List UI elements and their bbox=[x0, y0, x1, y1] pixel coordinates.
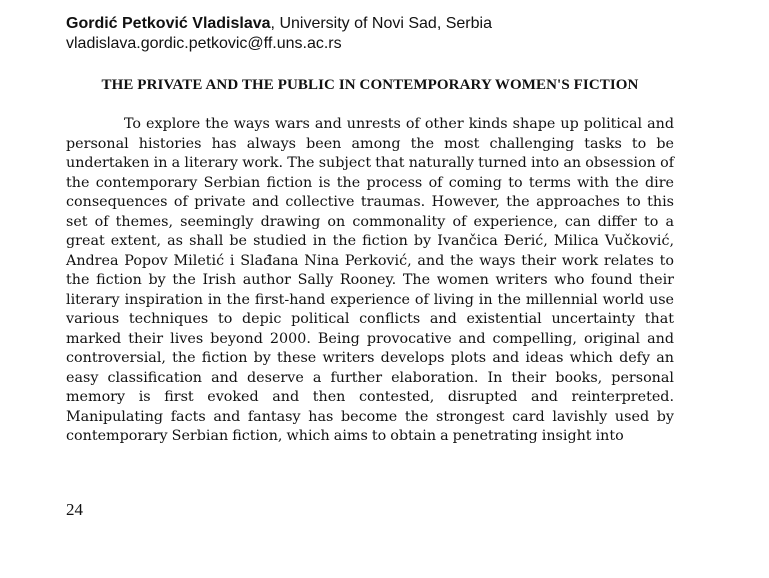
abstract-paragraph: To explore the ways wars and unrests of other kinds shape up political and personal histories has always been among the most challenging tasks to be undertaken in a literary work. The subject that naturally turned into an obsession of the contemporary Serbian fiction is the process of coming to terms with the dire consequences of private and collective traumas. However, the approaches to this set of themes, seemingly drawing on commonality of experience, can differ to a great extent, as shall be studied in the fiction by Ivančica Đerić, Milica Vučković, Andrea Popov Miletić i Slađana Nina Perković, and the ways their work relates to the fiction by the Irish author Sally Rooney. The women writers who found their literary inspiration in the first-hand experience of living in the millennial world use various techniques to depic political conflicts and existential uncertainty that marked their lives beyond 2000. Being provocative and compelling, original and controversial, the fiction by these writers develops plots and ideas which defy an easy classification and deserve a further elaboration. In their books, personal memory is first evoked and then contested, disrupted and reinterpreted. Manipulating facts and fantasy has become the strongest card lavishly used by contemporary Serbian fiction, which aims to obtain a penetrating insight into bbox=[66, 116, 674, 444]
author-name: Gordić Petković Vladislava bbox=[66, 15, 271, 32]
author-email: vladislava.gordic.petkovic@ff.uns.ac.rs bbox=[66, 35, 342, 52]
document-page bbox=[66, 14, 674, 447]
article-title: THE PRIVATE AND THE PUBLIC IN CONTEMPORARY WOMEN'S FICTION bbox=[101, 77, 639, 93]
page-number: 24 bbox=[66, 500, 83, 519]
author-line bbox=[66, 14, 674, 34]
author-affiliation: , University of Novi Sad, Serbia bbox=[270, 15, 492, 32]
